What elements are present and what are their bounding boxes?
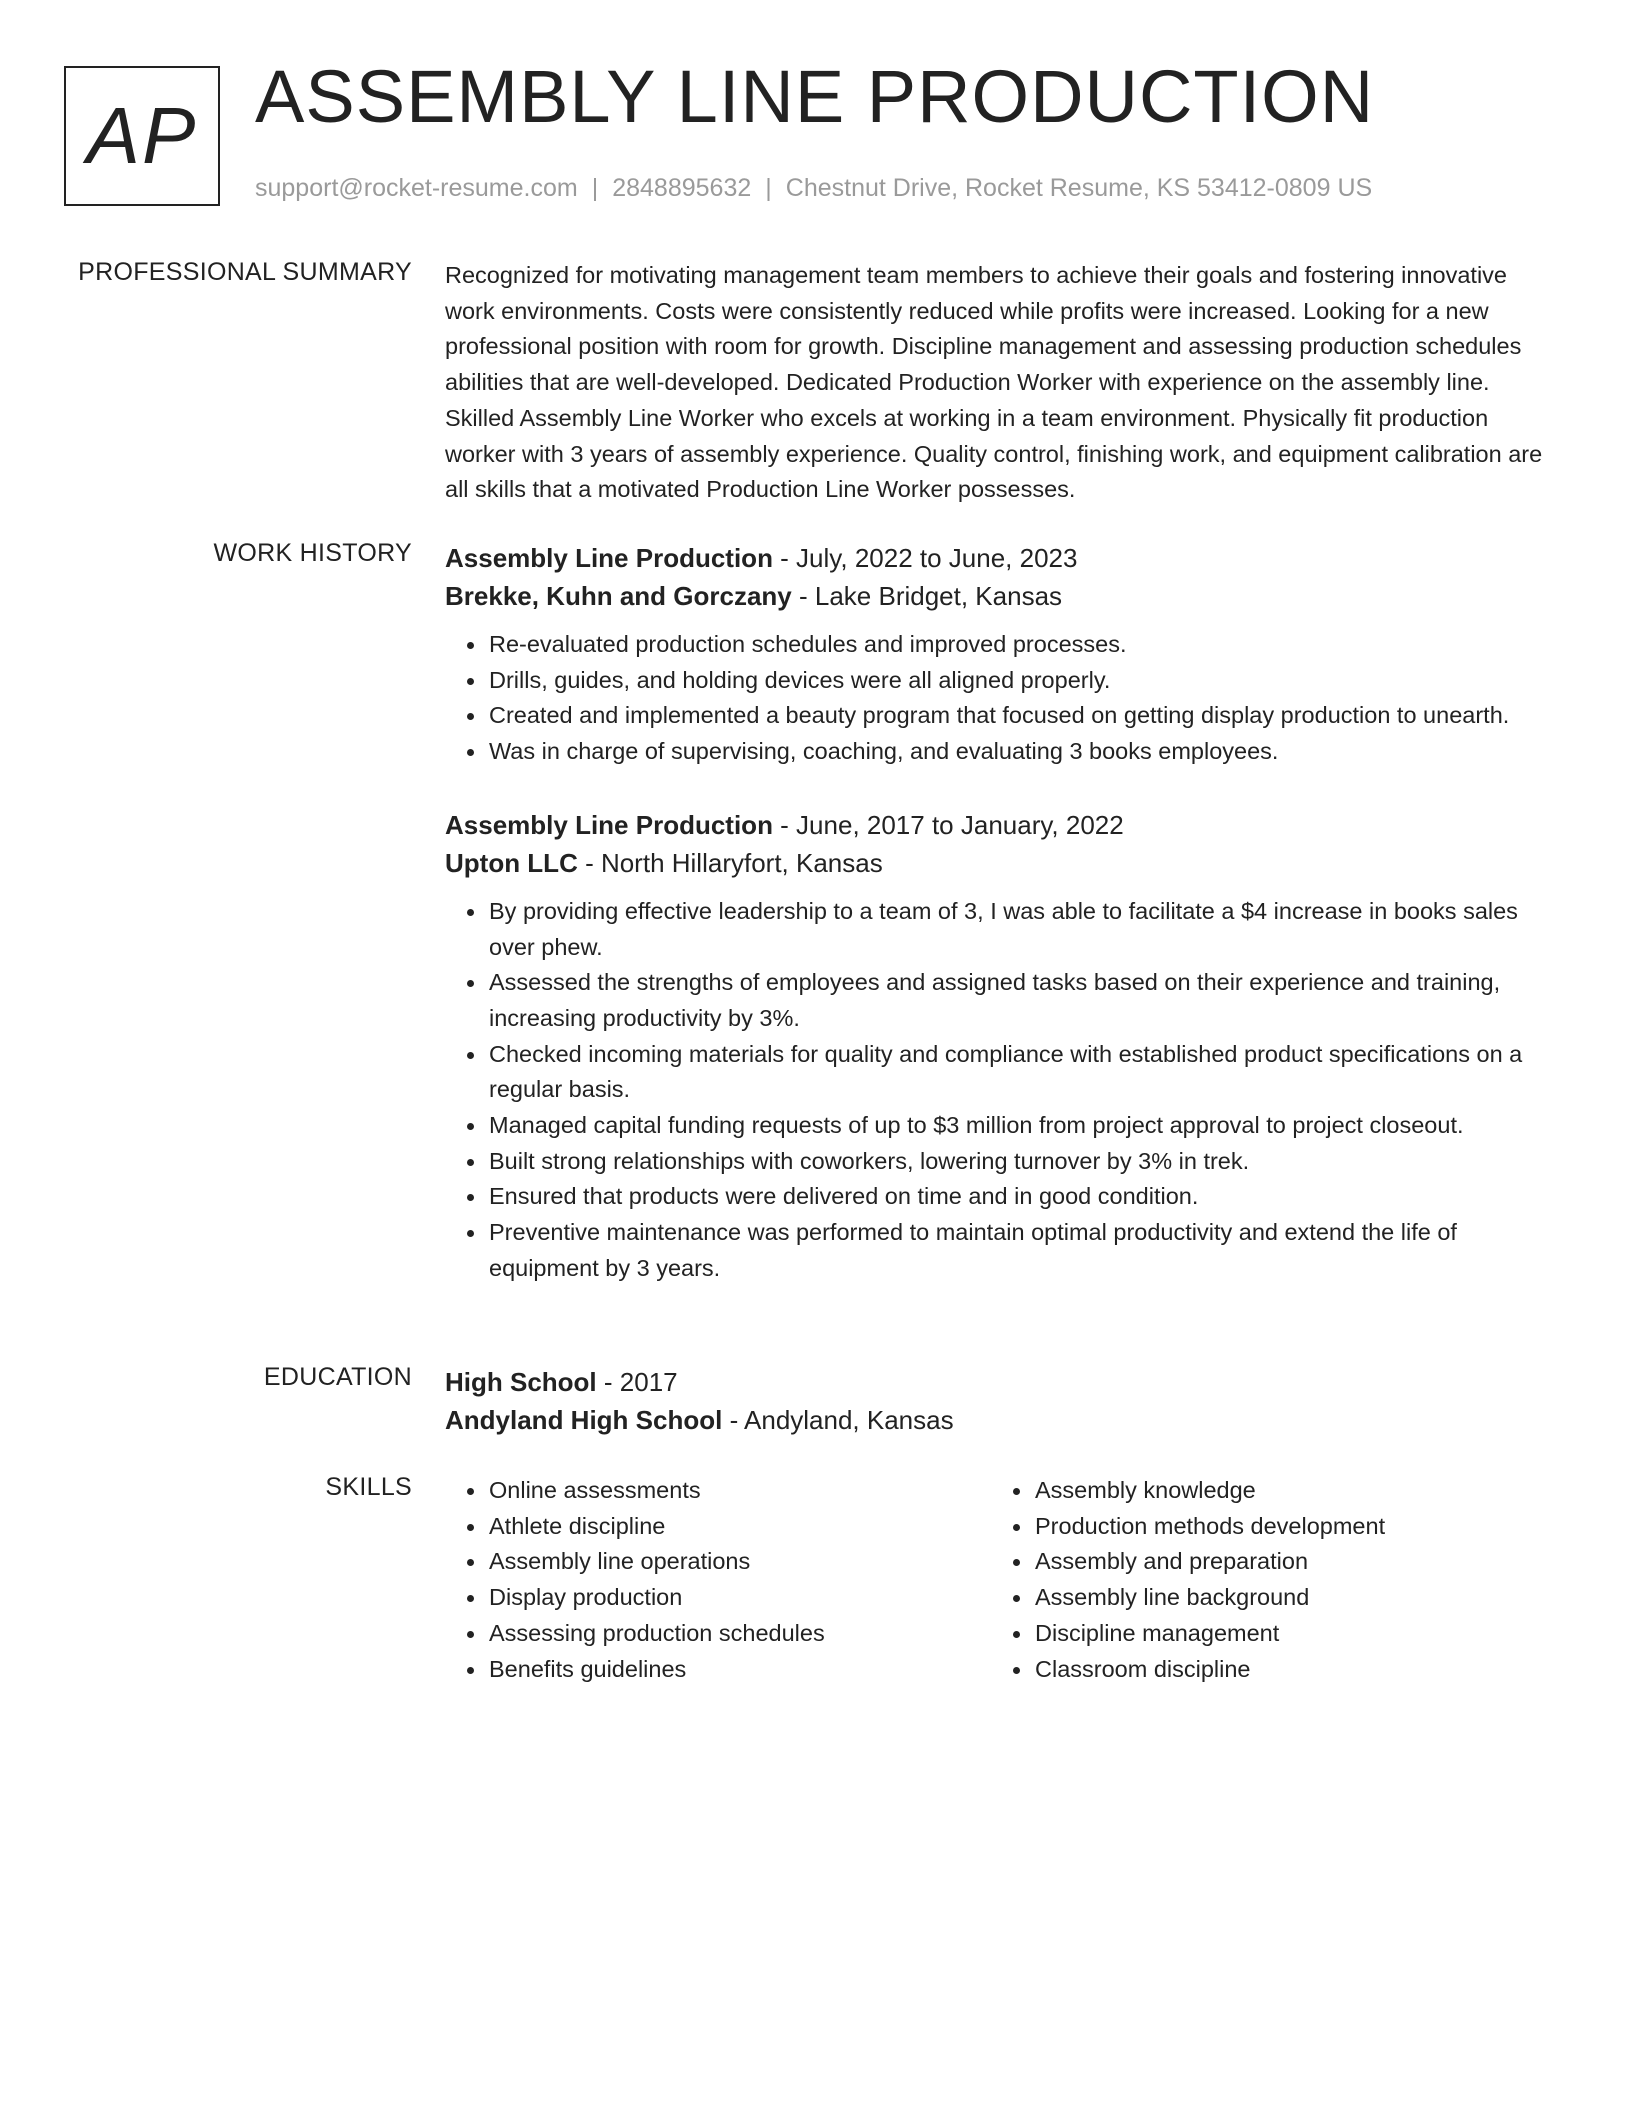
monogram-logo (64, 66, 220, 206)
contact-separator: | (591, 174, 599, 202)
skill-item: Benefits guidelines (489, 1652, 991, 1688)
job-bullet: Was in charge of supervising, coaching, and evaluating 3 books employees. (489, 734, 1560, 770)
job-title: Assembly Line Production (445, 809, 773, 840)
job-company: Brekke, Kuhn and Gorczany (445, 581, 792, 611)
education-degree-line (445, 1363, 1560, 1401)
job-company: Upton LLC (445, 847, 578, 878)
skill-item: Display production (489, 1580, 991, 1616)
job-location: - North Hillaryfort, Kansas (577, 847, 883, 878)
job-title-line (445, 806, 1560, 844)
skill-item: Athlete discipline (489, 1509, 991, 1545)
job-dates: - July, 2022 to June, 2023 (772, 543, 1078, 573)
skills-column-right (991, 1473, 1537, 1687)
job-bullet: Re-evaluated production schedules and improved processes. (489, 627, 1560, 663)
summary-heading: PROFESSIONAL SUMMARY (78, 258, 412, 286)
job-bullet: Created and implemented a beauty program that focused on getting display production to unearth. (489, 698, 1560, 734)
contact-address: Chestnut Drive, Rocket Resume, KS 53412-0809 US (785, 174, 1373, 202)
skill-item: Assembly line operations (489, 1544, 991, 1580)
job-bullets (445, 894, 1560, 1287)
job-bullet: Checked incoming materials for quality and compliance with established product specifications on a regular basis. (489, 1037, 1560, 1108)
contact-separator: | (765, 174, 772, 202)
job-bullet: By providing effective leadership to a team of 3, I was able to facilitate a $4 increase in books sales over phew. (489, 894, 1560, 965)
job-entry (445, 539, 1560, 770)
job-title-line (445, 539, 1560, 577)
education-year: - 2017 (596, 1367, 678, 1397)
skills-list (991, 1473, 1537, 1687)
skill-item: Assembly line background (1035, 1580, 1537, 1616)
job-bullet: Assessed the strengths of employees and assigned tasks based on their experience and training, increasing productivity by 3%. (489, 965, 1560, 1036)
monogram-text: AP (86, 91, 198, 180)
skills-columns (445, 1473, 1560, 1687)
education-heading: EDUCATION (263, 1363, 412, 1391)
education-school-line (445, 1401, 1560, 1439)
education-degree: High School (445, 1367, 597, 1397)
job-bullet: Managed capital funding requests of up to $3 million from project approval to project closeout. (489, 1108, 1560, 1144)
contact-phone[interactable]: 2848895632 (612, 174, 752, 202)
job-bullets (445, 627, 1560, 770)
job-company-line (445, 844, 1560, 882)
job-dates: - June, 2017 to January, 2022 (772, 809, 1124, 840)
job-entry (445, 806, 1560, 1287)
skills-list (445, 1473, 991, 1687)
job-bullet: Ensured that products were delivered on time and in good condition. (489, 1179, 1560, 1215)
summary-text: Recognized for motivating management team members to achieve their goals and fostering innovative work environments. Costs were consistently reduced while profits were increased. Looking for a new professional position with room for growth. Discipline management and assessing production schedules abilities that are well-developed. Dedicated Production Worker with experience on the assembly line. Skilled Assembly Line Worker who excels at working in a team environment. Physically fit production worker with 3 years of assembly experience. Quality control, finishing work, and equipment calibration are all skills that a motivated Production Line Worker possesses. (445, 262, 1543, 503)
job-bullet: Built strong relationships with coworkers, lowering turnover by 3% in trek. (489, 1144, 1560, 1180)
contact-line (255, 174, 1372, 203)
work-history-heading: WORK HISTORY (213, 539, 412, 567)
resume-name: ASSEMBLY LINE PRODUCTION (255, 55, 1375, 138)
skill-item: Production methods development (1035, 1509, 1537, 1545)
skill-item: Assessing production schedules (489, 1616, 991, 1652)
job-company-line (445, 577, 1560, 615)
education-location: - Andyland, Kansas (722, 1405, 954, 1435)
job-bullet: Preventive maintenance was performed to maintain optimal productivity and extend the life of equipment by 3 years. (489, 1215, 1560, 1286)
education-school: Andyland High School (445, 1405, 723, 1435)
job-location: - Lake Bridget, Kansas (791, 581, 1063, 611)
skills-column-left (445, 1473, 991, 1687)
job-bullet: Drills, guides, and holding devices were all aligned properly. (489, 663, 1560, 699)
skill-item: Classroom discipline (1035, 1652, 1537, 1688)
skill-item: Discipline management (1035, 1616, 1537, 1652)
skill-item: Assembly and preparation (1035, 1544, 1537, 1580)
skill-item: Online assessments (489, 1473, 991, 1509)
contact-email[interactable]: support@rocket-resume.com (255, 174, 578, 202)
skills-heading: SKILLS (325, 1473, 412, 1501)
job-title: Assembly Line Production (445, 543, 773, 573)
skill-item: Assembly knowledge (1035, 1473, 1537, 1509)
